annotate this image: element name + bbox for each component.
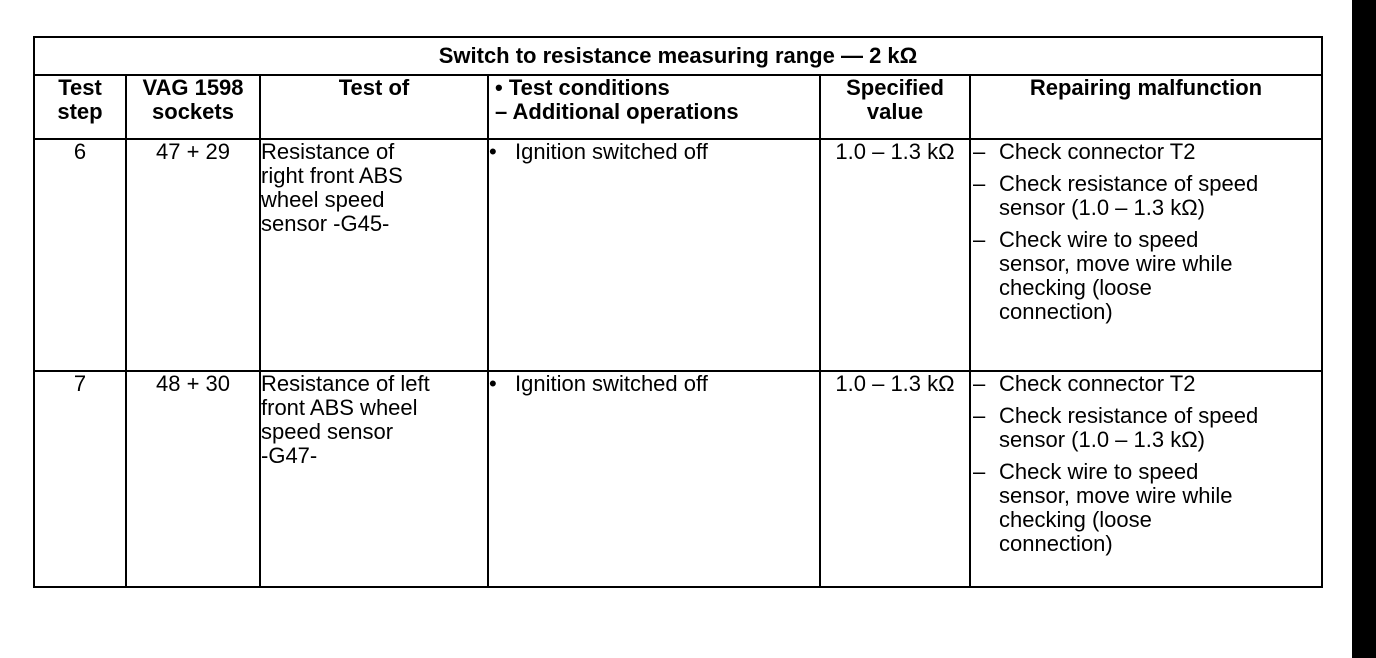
header-specified-line: Specified: [846, 75, 944, 100]
test-of-line: speed sensor: [261, 419, 394, 444]
header-test-step-line: step: [57, 99, 103, 124]
header-sockets-line: sockets: [152, 99, 234, 124]
dash-icon: –: [973, 139, 986, 164]
header-sockets-line: VAG 1598: [142, 75, 244, 100]
repair-item: [971, 140, 1321, 164]
test-of-line: sensor -G45-: [261, 211, 390, 236]
cell-condition: [488, 371, 820, 587]
test-of-line: wheel speed: [261, 187, 385, 212]
repair-line: Check connector T2: [999, 371, 1196, 396]
header-specified-value: [820, 75, 970, 139]
table-title: Switch to resistance measuring range — 2 kΩ: [34, 37, 1322, 75]
header-conditions-line: • Test conditions: [495, 75, 670, 100]
header-repairing-malfunction: Repairing malfunction: [970, 75, 1322, 139]
repair-line: connection): [999, 531, 1113, 556]
condition-text: Ignition switched off: [515, 371, 708, 396]
cell-sockets: 47 + 29: [126, 139, 260, 371]
condition-text: Ignition switched off: [515, 139, 708, 164]
repair-line: checking (loose: [999, 275, 1152, 300]
page-edge-bar: [1352, 0, 1376, 658]
header-conditions-line: – Additional operations: [495, 99, 739, 124]
cell-sockets: 48 + 30: [126, 371, 260, 587]
dash-icon: –: [973, 227, 986, 252]
test-of-line: front ABS wheel: [261, 395, 418, 420]
repair-line: Check wire to speed: [999, 227, 1199, 252]
cell-test-of: [260, 371, 488, 587]
repair-line: sensor, move wire while: [999, 483, 1233, 508]
table-row: [34, 139, 1322, 371]
repair-line: connection): [999, 299, 1113, 324]
repair-line: checking (loose: [999, 507, 1152, 532]
repair-line: sensor, move wire while: [999, 251, 1233, 276]
cell-test-step: 6: [34, 139, 126, 371]
header-test-of: Test of: [260, 75, 488, 139]
cell-repair: [970, 139, 1322, 371]
dash-icon: –: [973, 403, 986, 428]
test-of-line: -G47-: [261, 443, 318, 468]
repair-line: Check wire to speed: [999, 459, 1199, 484]
cell-condition: [488, 139, 820, 371]
repair-line: Check resistance of speed: [999, 403, 1259, 428]
header-test-step: [34, 75, 126, 139]
test-of-line: Resistance of left: [261, 371, 430, 396]
dash-icon: –: [973, 171, 986, 196]
dash-icon: –: [973, 459, 986, 484]
repair-item: [971, 460, 1321, 556]
repair-line: Check connector T2: [999, 139, 1196, 164]
header-row: [34, 75, 1322, 139]
header-specified-line: value: [866, 99, 924, 124]
repair-line: sensor (1.0 – 1.3 kΩ): [999, 427, 1205, 452]
repair-line: Check resistance of speed: [999, 171, 1259, 196]
repair-item: [971, 372, 1321, 396]
cell-test-of: [260, 139, 488, 371]
repair-line: sensor (1.0 – 1.3 kΩ): [999, 195, 1205, 220]
header-test-step-line: Test: [58, 75, 102, 100]
bullet-icon: •: [489, 371, 497, 396]
bullet-icon: •: [489, 139, 497, 164]
table-row: [34, 371, 1322, 587]
header-sockets: [126, 75, 260, 139]
test-of-line: Resistance of: [261, 139, 395, 164]
dash-icon: –: [973, 371, 986, 396]
cell-test-step: 7: [34, 371, 126, 587]
repair-item: [971, 228, 1321, 324]
test-of-line: right front ABS: [261, 163, 403, 188]
cell-specified-value: 1.0 – 1.3 kΩ: [820, 139, 970, 371]
test-table: [33, 36, 1323, 588]
cell-specified-value: 1.0 – 1.3 kΩ: [820, 371, 970, 587]
cell-repair: [970, 371, 1322, 587]
header-conditions: [488, 75, 820, 139]
repair-item: [971, 172, 1321, 220]
repair-item: [971, 404, 1321, 452]
